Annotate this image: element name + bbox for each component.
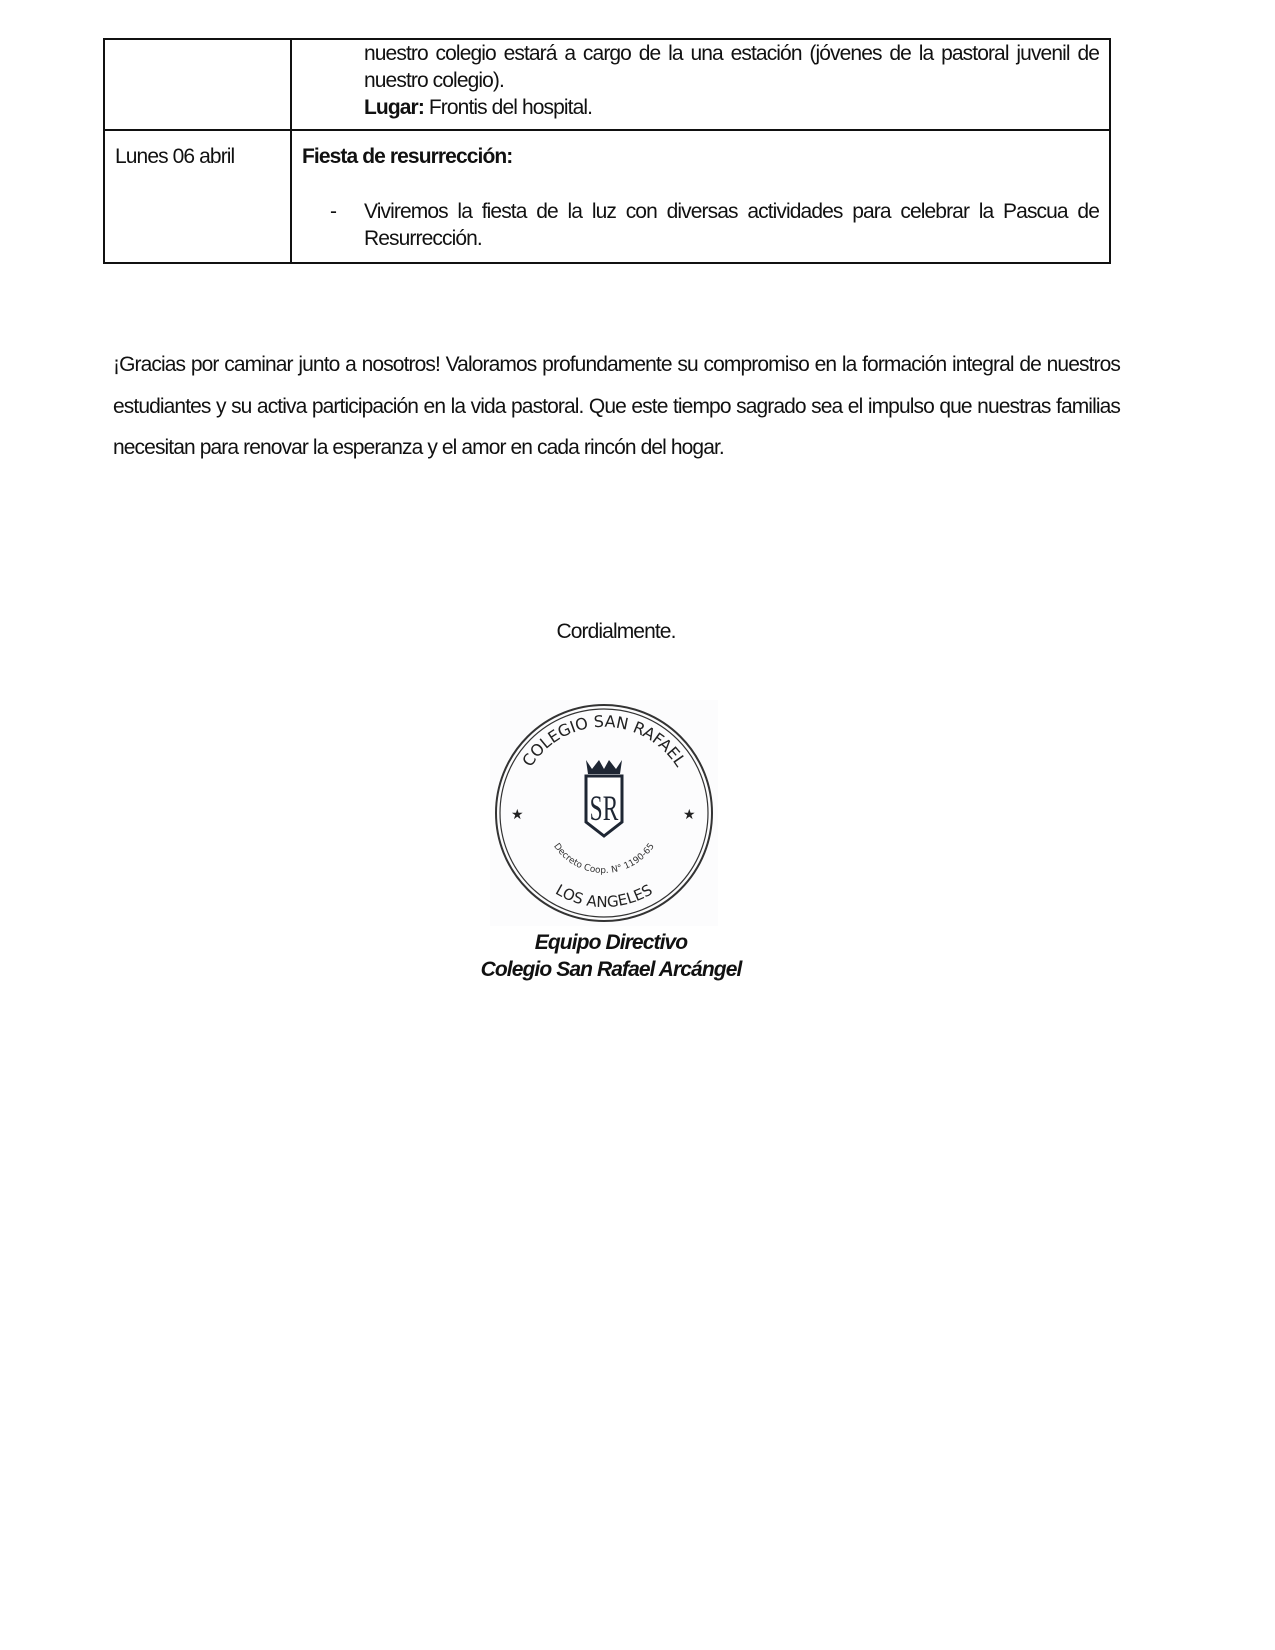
signature-line-2: Colegio San Rafael Arcángel: [480, 958, 742, 981]
place-value: Frontis del hospital.: [423, 96, 593, 119]
date-cell: [104, 130, 291, 263]
place-label: Lugar:: [364, 96, 424, 119]
description-cell: [291, 130, 1110, 263]
seal-graphic: [490, 700, 718, 926]
signature-line-1: Equipo Directivo: [534, 931, 688, 954]
svg-text:LOS ANGELES: LOS ANGELES: [552, 880, 656, 912]
date-text: Lunes 06 abril: [115, 145, 235, 168]
svg-text:Decreto Coop. N° 1190-65: Decreto Coop. N° 1190-65: [551, 841, 657, 877]
svg-text:SR: SR: [589, 787, 619, 829]
bullet-text: Viviremos la fiesta de la luz con diversas actividades para celebrar la Pascua de Resurrección.: [364, 200, 1099, 250]
activities-table: [103, 38, 1111, 264]
svg-text:★: ★: [511, 807, 524, 823]
bullet-item: [292, 198, 1109, 262]
signature-block: [0, 929, 1222, 983]
dash-marker: -: [329, 200, 337, 223]
description-cell: [291, 39, 1110, 130]
salutation: Cordialmente.: [556, 620, 676, 643]
event-title: Fiesta de resurrección:: [302, 145, 513, 168]
svg-text:COLEGIO SAN RAFAEL: COLEGIO SAN RAFAEL: [518, 711, 690, 771]
school-seal: [490, 700, 718, 926]
place-line: [292, 94, 1109, 129]
table-row: [104, 130, 1110, 263]
svg-text:★: ★: [683, 807, 696, 823]
closing-paragraph: ¡Gracias por caminar junto a nosotros! Valoramos profundamente su compromiso en la formación integral de nuestros estudiantes y su activa participación en la vida pastoral. Que este tiempo sagrado sea el impulso que nuestras familias necesitan para renovar la esperanza y el amor en cada rincón del hogar.: [113, 353, 1120, 459]
table-row: [104, 39, 1110, 130]
date-cell: [104, 39, 291, 130]
description-text: nuestro colegio estará a cargo de la una estación (jóvenes de la pastoral juvenil de nuestro colegio).: [364, 42, 1099, 92]
